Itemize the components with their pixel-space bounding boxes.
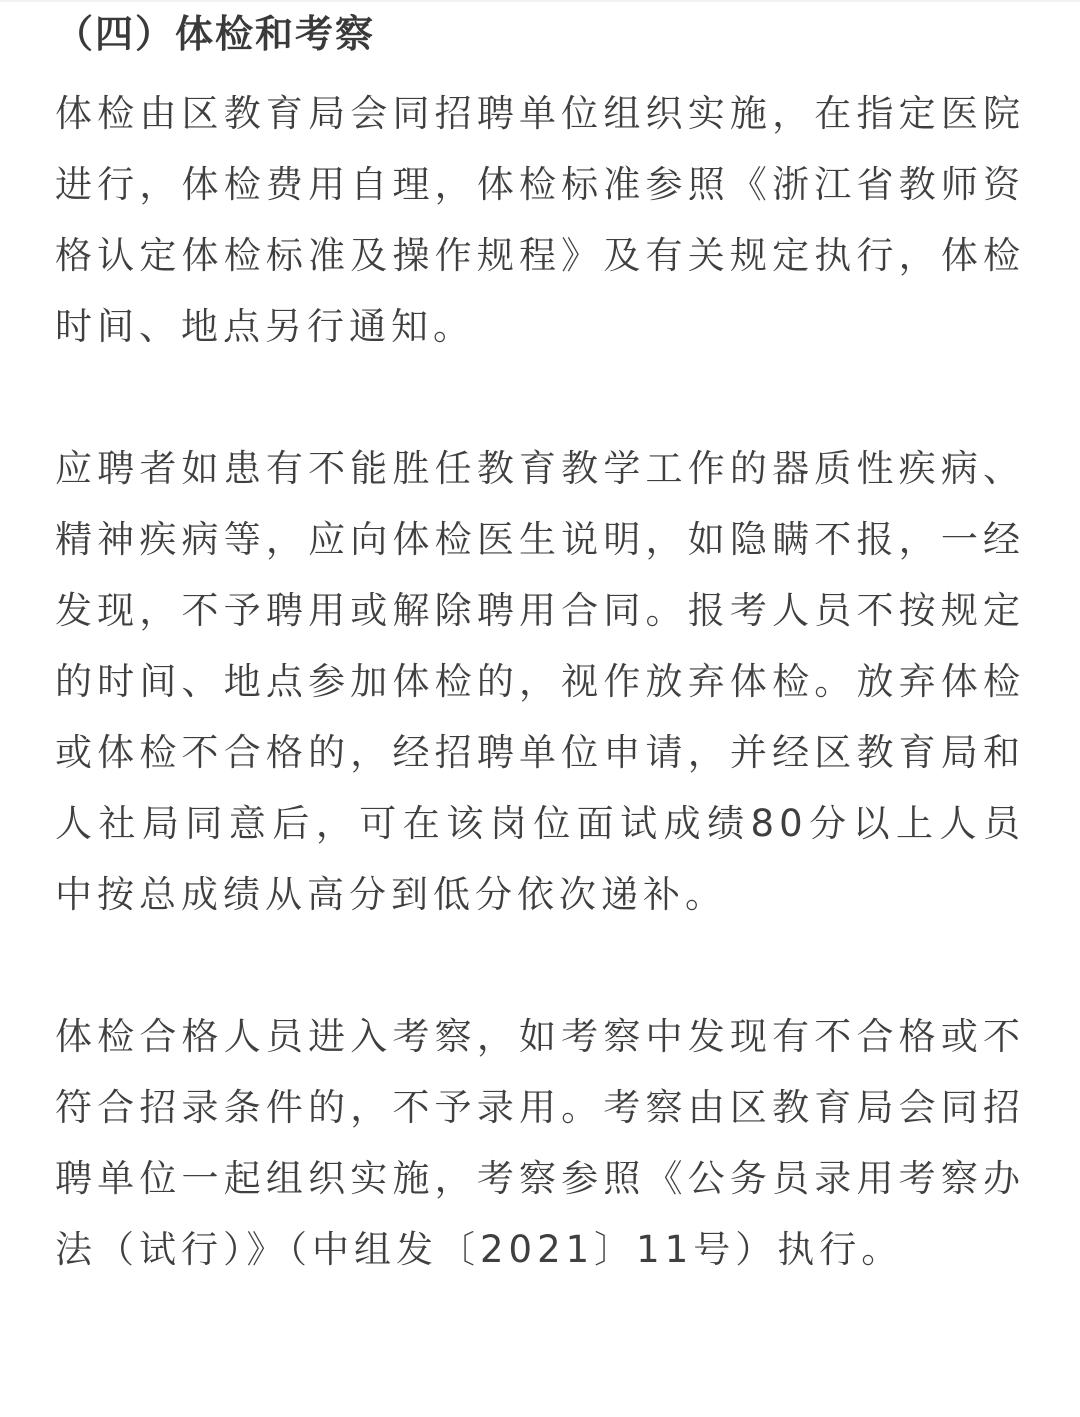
section-heading: （四）体检和考察: [55, 12, 376, 56]
article-body: [55, 6, 1025, 1285]
spacer: [55, 62, 1025, 78]
paragraph-inspection: 体检合格人员进入考察，如考察中发现有不合格或不符合招录条件的，不予录用。考察由区教育局会同招聘单位一起组织实施，考察参照《公务员录用考察办法（试行）》（中组发〔2021〕11号）执行。: [55, 1015, 1025, 1271]
spacer: [55, 930, 1025, 1001]
top-divider: [0, 0, 1080, 2]
spacer: [55, 362, 1025, 433]
paragraph-medical-exam: 体检由区教育局会同招聘单位组织实施，在指定医院进行，体检费用自理，体检标准参照《浙江省教师资格认定体检标准及操作规程》及有关规定执行，体检时间、地点另行通知。: [55, 92, 1025, 348]
paragraph-exam-disqualification: 应聘者如患有不能胜任教育教学工作的器质性疾病、精神疾病等，应向体检医生说明，如隐瞒不报，一经发现，不予聘用或解除聘用合同。报考人员不按规定的时间、地点参加体检的，视作放弃体检。放弃体检或体检不合格的，经招聘单位申请，并经区教育局和人社局同意后，可在该岗位面试成绩80分以上人员中按总成绩从高分到低分依次递补。: [55, 447, 1025, 916]
